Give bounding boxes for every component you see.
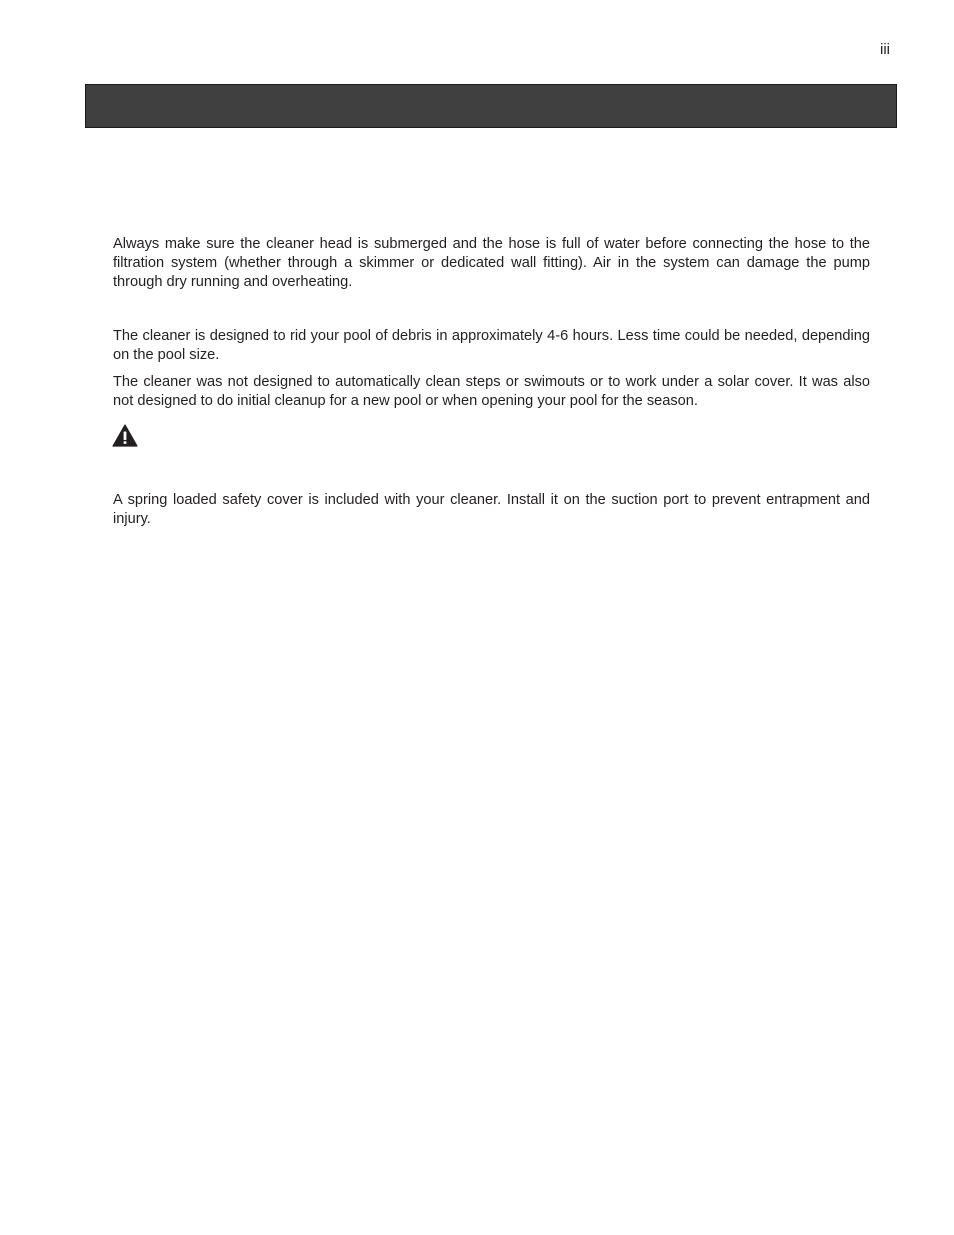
paragraph-cleaning-time: The cleaner is designed to rid your pool of debris in approximately 4-6 hours. Less time could be needed, depending on the pool size.	[113, 328, 870, 363]
warning-triangle-icon	[112, 424, 138, 447]
page-number: iii	[880, 41, 890, 58]
paragraph-hose-priming: Always make sure the cleaner head is submerged and the hose is full of water before connecting the hose to the filtration system (whether through a skimmer or dedicated wall fitting). Air in the system can damage the pump through dry running and overheating.	[113, 236, 870, 290]
section-header-bar	[85, 84, 897, 128]
paragraph-limitations: The cleaner was not designed to automatically clean steps or swimouts or to work under a solar cover. It was also not designed to do initial cleanup for a new pool or when opening your pool for the season.	[113, 374, 870, 409]
paragraph-safety-cover: A spring loaded safety cover is included with your cleaner. Install it on the suction port to prevent entrapment and injury.	[113, 492, 870, 527]
